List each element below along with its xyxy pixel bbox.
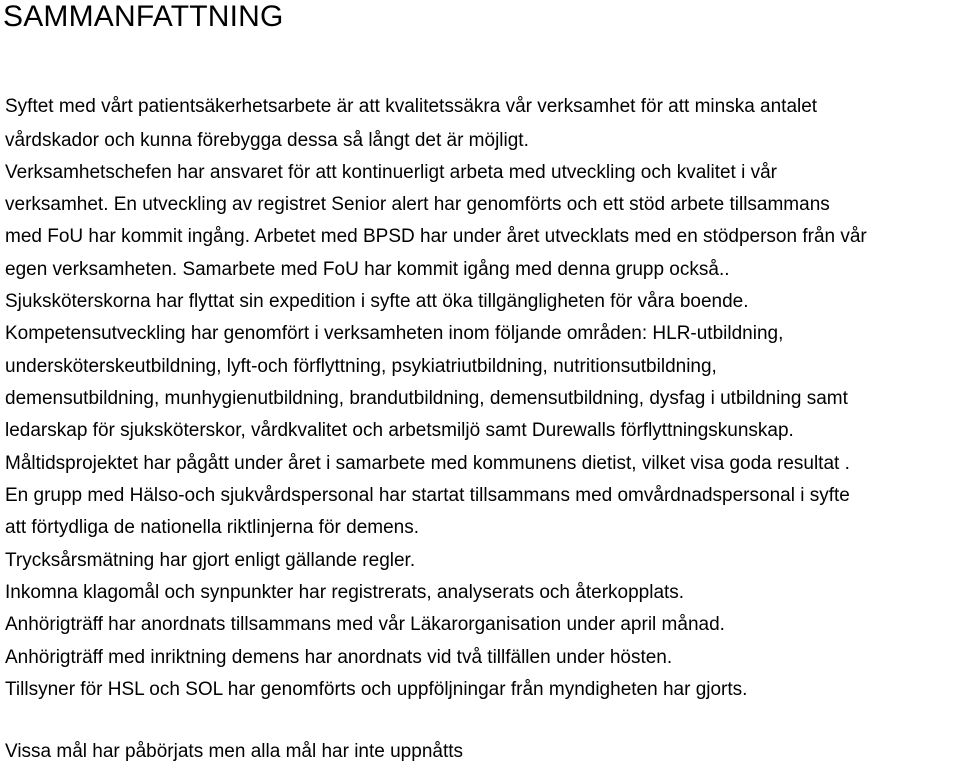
text-line: Sjuksköterskorna har flyttat sin expedition i syfte att öka tillgängligheten för våra boende. [5, 291, 749, 312]
text-line: Inkomna klagomål och synpunkter har registrerats, analyserats och återkopplats. [5, 582, 685, 603]
text-line: verksamhet. En utveckling av registret Senior alert har genomförts och ett stöd arbete tillsammans [5, 194, 830, 215]
text-line: att förtydliga de nationella riktlinjerna för demens. [5, 517, 420, 538]
text-line: Trycksårsmätning har gjort enligt gällande regler. [5, 550, 416, 571]
text-line: egen verksamheten. Samarbete med FoU har kommit igång med denna grupp också.. [5, 259, 730, 280]
text-line: demensutbildning, munhygienutbildning, brandutbildning, demensutbildning, dysfag i utbildning samt [5, 388, 848, 409]
text-line: Måltidsprojektet har pågått under året i samarbete med kommunens dietist, vilket visa goda resultat . [5, 453, 850, 474]
text-line: med FoU har kommit ingång. Arbetet med BPSD har under året utvecklats med en stödperson från vår [5, 226, 867, 247]
text-line: Kompetensutveckling har genomfört i verksamheten inom följande områden: HLR-utbildning, [5, 323, 784, 344]
text-line: ledarskap för sjuksköterskor, vårdkvalitet och arbetsmiljö samt Durewalls förflyttningskunskap. [5, 420, 794, 441]
text-line: Verksamhetschefen har ansvaret för att kontinuerligt arbeta med utveckling och kvalitet i vår [5, 162, 778, 183]
page-title: SAMMANFATTNING [3, 0, 284, 33]
text-line: Syftet med vårt patientsäkerhetsarbete är att kvalitetssäkra vår verksamhet för att minska antalet [5, 96, 818, 117]
conclusion-line: Vissa mål har påbörjats men alla mål har inte uppnåtts [5, 741, 464, 762]
text-line: undersköterskeutbildning, lyft-och förflyttning, psykiatriutbildning, nutritionsutbildning, [5, 356, 717, 377]
text-line: En grupp med Hälso-och sjukvårdspersonal har startat tillsammans med omvårdnadspersonal i syfte [5, 485, 850, 506]
text-line: Anhörigträff med inriktning demens har anordnats vid två tillfällen under hösten. [5, 647, 673, 668]
text-line: vårdskador och kunna förebygga dessa så långt det är möjligt. [5, 130, 529, 151]
text-line: Tillsyner för HSL och SOL har genomförts och uppföljningar från myndigheten har gjorts. [5, 679, 748, 700]
text-line: Anhörigträff har anordnats tillsammans med vår Läkarorganisation under april månad. [5, 614, 725, 635]
